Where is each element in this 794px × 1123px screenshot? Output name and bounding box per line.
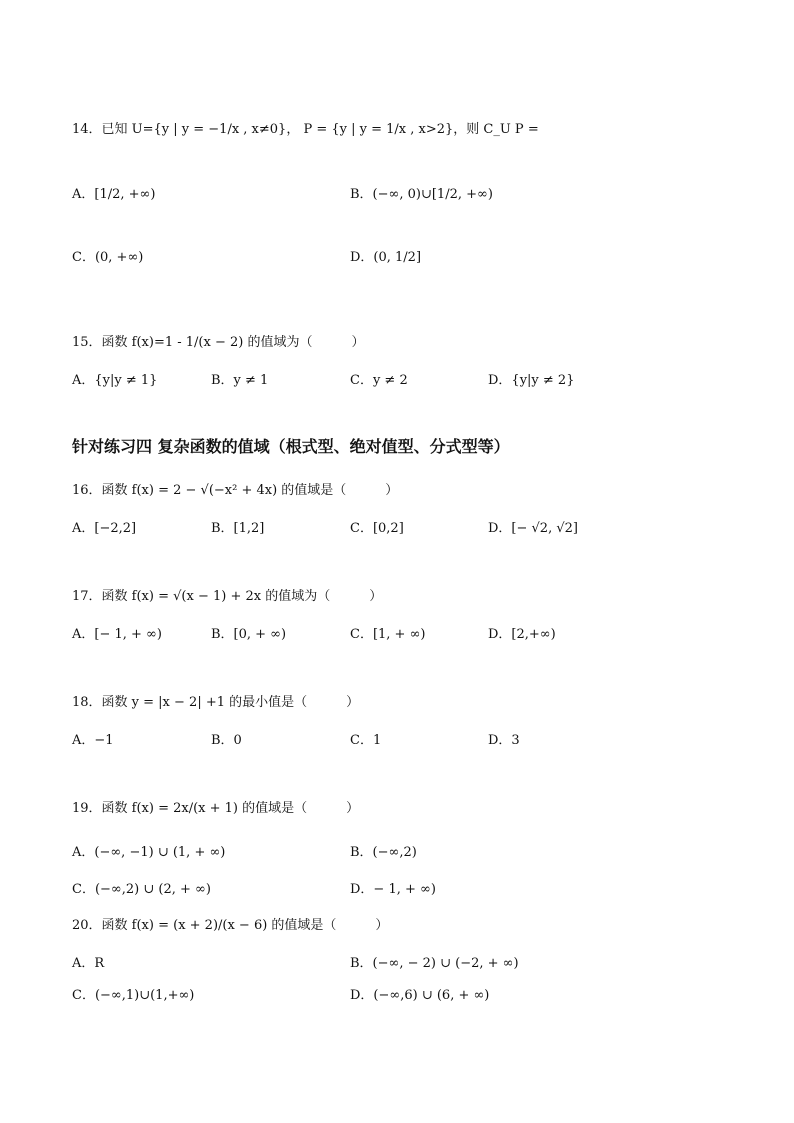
q16-option-a: A．[−2,2] bbox=[72, 521, 137, 536]
q20-option-c: C．(−∞,1)∪(1,+∞) bbox=[72, 988, 195, 1003]
q20-option-b: B．(−∞, − 2) ∪ (−2, + ∞) bbox=[350, 956, 519, 971]
q14-option-b: B．(−∞, 0)∪[1/2, +∞) bbox=[350, 187, 493, 202]
q19-option-c: C．(−∞,2) ∪ (2, + ∞) bbox=[72, 882, 211, 897]
q17-option-a: A．[− 1, + ∞) bbox=[72, 627, 162, 642]
q19-option-d: D．− 1, + ∞) bbox=[350, 882, 436, 897]
q17-option-b: B．[0, + ∞) bbox=[211, 627, 287, 642]
section-heading: 针对练习四 复杂函数的值域（根式型、绝对值型、分式型等） bbox=[72, 437, 510, 456]
q16-option-c: C．[0,2] bbox=[350, 521, 404, 536]
q15-option-d: D．{y|y ≠ 2} bbox=[488, 373, 575, 388]
q15-option-a: A．{y|y ≠ 1} bbox=[72, 373, 158, 388]
question-18-stem: 18．函数 y = |x − 2| +1 的最小值是（ ） bbox=[72, 695, 360, 710]
q18-option-d: D．3 bbox=[488, 733, 520, 748]
q18-option-c: C．1 bbox=[350, 733, 382, 748]
q14-option-d: D．(0, 1/2] bbox=[350, 250, 422, 265]
q20-option-d: D．(−∞,6) ∪ (6, + ∞) bbox=[350, 988, 490, 1003]
q18-option-a: A．−1 bbox=[72, 733, 114, 748]
q15-option-c: C．y ≠ 2 bbox=[350, 373, 408, 388]
q17-option-d: D．[2,+∞) bbox=[488, 627, 556, 642]
q16-option-d: D．[− √2, √2] bbox=[488, 521, 578, 536]
question-20-stem: 20．函数 f(x) = (x + 2)/(x − 6) 的值域是（ ） bbox=[72, 918, 389, 933]
q14-option-c: C．(0, +∞) bbox=[72, 250, 144, 265]
question-19-stem: 19．函数 f(x) = 2x/(x + 1) 的值域是（ ） bbox=[72, 801, 360, 816]
question-17-stem: 17．函数 f(x) = √(x − 1) + 2x 的值域为（ ） bbox=[72, 589, 383, 604]
question-15-stem: 15．函数 f(x)=1 - 1/(x − 2) 的值域为（ ） bbox=[72, 335, 365, 350]
question-16-stem: 16．函数 f(x) = 2 − √(−x² + 4x) 的值域是（ ） bbox=[72, 483, 399, 498]
q17-option-c: C．[1, + ∞) bbox=[350, 627, 426, 642]
q19-option-b: B．(−∞,2) bbox=[350, 845, 417, 860]
q19-option-a: A．(−∞, −1) ∪ (1, + ∞) bbox=[72, 845, 226, 860]
q15-option-b: B．y ≠ 1 bbox=[211, 373, 269, 388]
q16-option-b: B．[1,2] bbox=[211, 521, 265, 536]
question-14-stem: 14．已知 U={y | y = −1/x , x≠0}， P = {y | y = 1/x , x>2}，则 C_U P = bbox=[72, 122, 539, 137]
q14-option-a: A．[1/2, +∞) bbox=[72, 187, 156, 202]
q20-option-a: A．R bbox=[72, 956, 105, 971]
q18-option-b: B．0 bbox=[211, 733, 242, 748]
